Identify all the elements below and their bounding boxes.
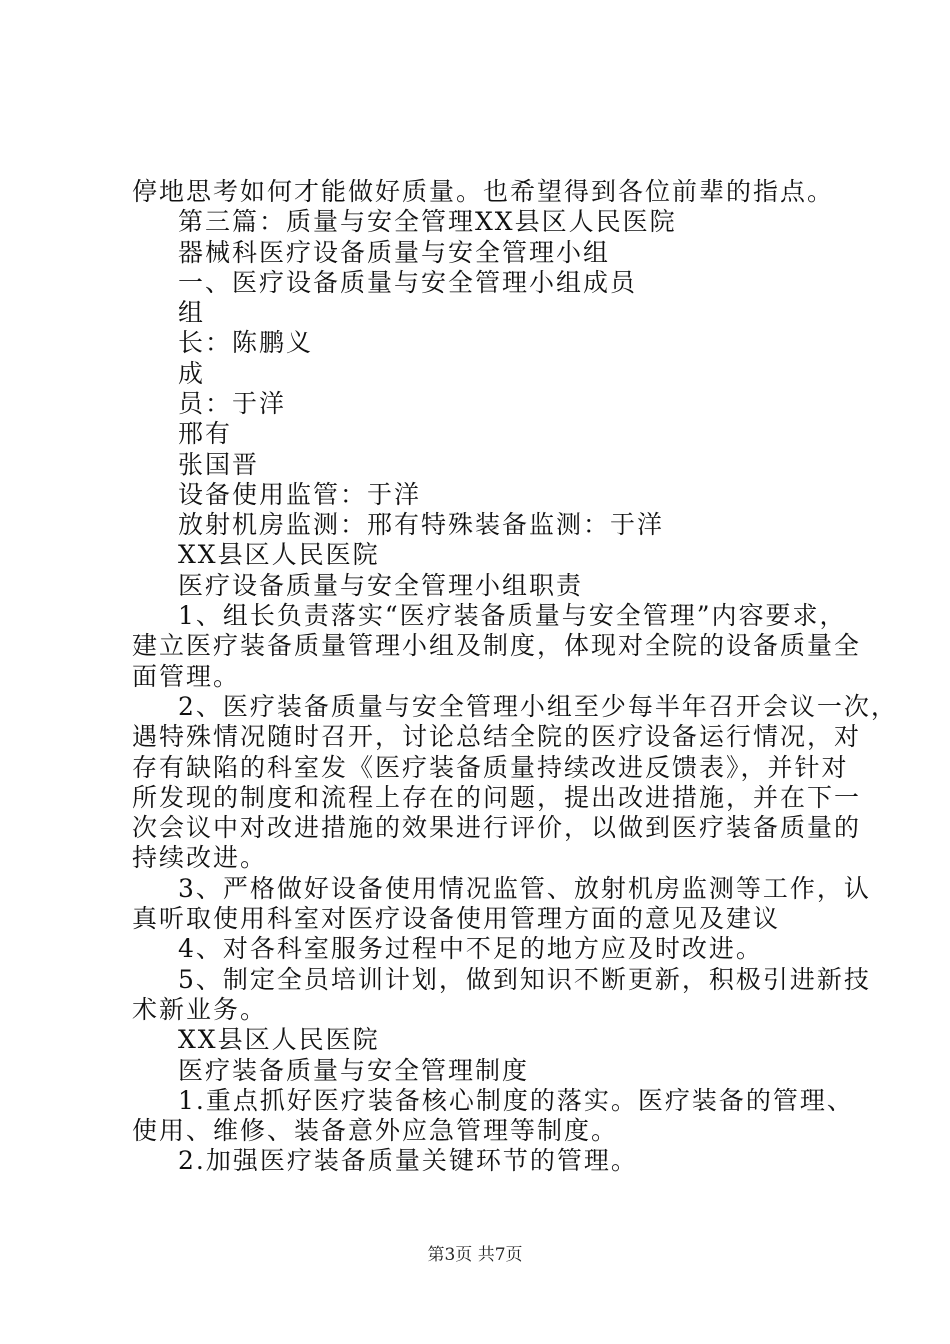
text-line: 所发现的制度和流程上存在的问题，提出改进措施，并在下一 [132, 783, 862, 812]
text-line: 术新业务。 [132, 995, 268, 1024]
text-line: 5、制定全员培训计划，做到知识不断更新，积极引进新技 [178, 965, 871, 994]
group-title: 器械科医疗设备质量与安全管理小组 [178, 238, 611, 267]
text-line: 次会议中对改进措施的效果进行评价，以做到医疗装备质量的 [132, 813, 862, 842]
text-line: 4、对各科室服务过程中不足的地方应及时改进。 [178, 934, 763, 963]
text-line: 设备使用监管：于洋 [178, 480, 422, 509]
text-line: 组 [178, 298, 206, 327]
text-line: 真听取使用科室对医疗设备使用管理方面的意见及建议 [132, 904, 781, 933]
text-line: 2、医疗装备质量与安全管理小组至少每半年召开会议一次， [178, 692, 898, 721]
text-line: 1.重点抓好医疗装备核心制度的落实。医疗装备的管理、 [178, 1086, 854, 1115]
page-footer: 第3页 共7页 [427, 1245, 523, 1265]
text-line: 建立医疗装备质量管理小组及制度，体现对全院的设备质量全 [132, 631, 862, 660]
text-line: 2.加强医疗装备质量关键环节的管理。 [178, 1146, 638, 1175]
text-line: 持续改进。 [132, 843, 268, 872]
subheading: 医疗设备质量与安全管理小组职责 [178, 571, 584, 600]
text-line: 存有缺陷的科室发《医疗装备质量持续改进反馈表》，并针对 [132, 753, 849, 782]
text-line: 1、组长负责落实“医疗装备质量与安全管理”内容要求， [178, 601, 847, 630]
text-line: 邢有 [178, 419, 233, 448]
text-line: 停地思考如何才能做好质量。也希望得到各位前辈的指点。 [132, 177, 835, 206]
text-line: 3、严格做好设备使用情况监管、放射机房监测等工作，认 [178, 874, 871, 903]
text-line: 遇特殊情况随时召开，讨论总结全院的医疗设备运行情况，对 [132, 722, 862, 751]
text-line: 长：陈鹏义 [178, 328, 314, 357]
text-line: 使用、维修、装备意外应急管理等制度。 [132, 1116, 619, 1145]
text-line: 成 [178, 359, 206, 388]
text-line: 张国晋 [178, 450, 260, 479]
hospital-name: XX县区人民医院 [178, 1025, 380, 1054]
text-line: 放射机房监测：邢有特殊装备监测：于洋 [178, 510, 665, 539]
subheading: 医疗装备质量与安全管理制度 [178, 1056, 530, 1085]
section-heading: 第三篇：质量与安全管理XX县区人民医院 [178, 207, 677, 236]
text-line: 员：于洋 [178, 389, 287, 418]
text-line: 面管理。 [132, 662, 241, 691]
subheading: 一、医疗设备质量与安全管理小组成员 [178, 268, 638, 297]
hospital-name: XX县区人民医院 [178, 540, 380, 569]
